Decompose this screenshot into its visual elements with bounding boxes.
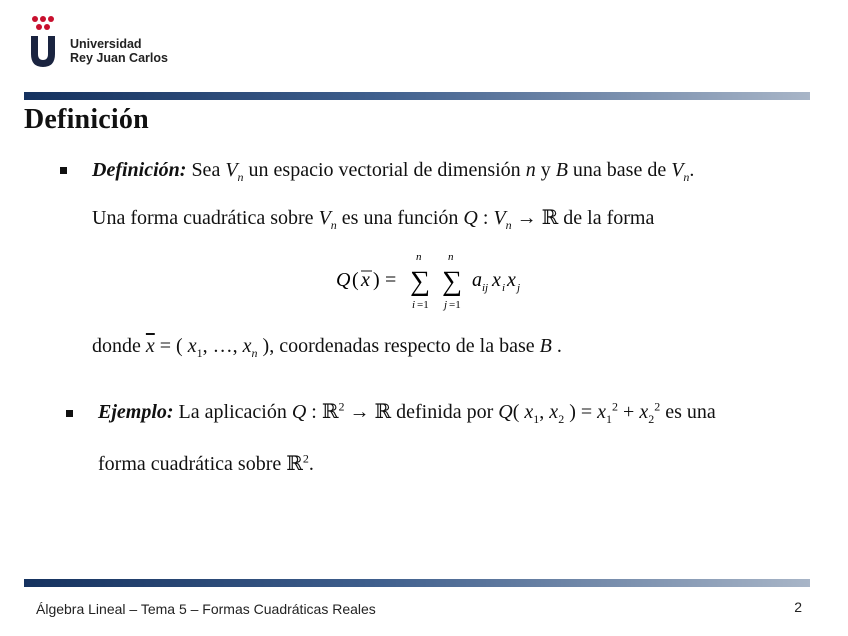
definition-line2-a: Una forma cuadrática sobre [92,207,314,229]
svg-text:Q: Q [336,269,351,291]
definition-label: Definición: [92,159,187,181]
example-line-2: forma cuadrática sobre ℝ$^2$. [98,451,314,475]
header-divider [24,92,810,100]
example-text-a: La aplicación [178,401,287,423]
bullet-example [66,410,73,417]
slide-title: Definición [24,104,149,135]
svg-text:): ) [373,269,380,291]
svg-text:i: i [412,299,416,311]
footer-course-title: Álgebra Lineal – Tema 5 – Formas Cuadráticas Reales [36,601,376,617]
bullet-definition [60,167,67,174]
definition-line2-b: es una función [341,207,459,229]
donde-text-a: donde [92,335,141,357]
footer-divider [24,579,810,587]
definition-text-a: Sea [191,159,221,181]
definition-text-b: un espacio vectorial de dimensión [248,159,521,181]
svg-text:a: a [472,269,482,291]
svg-text:=1: =1 [417,299,429,311]
definition-line-2: Una forma cuadrática sobre $V_n$ es una función Q : $V_n$ → ℝ de la forma [92,207,655,232]
university-logo [28,14,188,70]
svg-text:j: j [517,282,521,294]
svg-text:x: x [507,269,516,291]
example-text-b: definida por [396,401,494,423]
svg-text:=1: =1 [449,299,461,311]
svg-text:i: i [502,282,506,294]
svg-text:ij: ij [482,282,489,294]
university-name-line2: Rey Juan Carlos [70,51,168,65]
university-name-line1: Universidad [70,37,142,51]
example-text-c: es una [665,401,716,423]
example-line2: forma cuadrática sobre [98,453,282,475]
svg-text:x: x [361,269,370,291]
svg-text:(: ( [352,269,359,291]
university-logo-mark [28,14,58,70]
donde-text-b: , coordenadas respecto de la base [269,335,535,357]
example-label: Ejemplo: [98,401,174,423]
definition-line-3: donde $\overline{x}$ = ( $x_1$, …, $x_n$ ), coordenadas respecto de la base B . [92,335,562,360]
svg-text:n: n [448,251,454,263]
definition-line-1: Definición: Sea $V_n$ un espacio vectorial de dimensión n y B una base de $V_n$. [92,159,695,184]
svg-text:=: = [385,269,397,291]
definition-line2-c: de la forma [563,207,655,229]
definition-text-d: una base de [572,159,667,181]
quadratic-form-formula [332,248,552,312]
svg-text:j: j [444,299,448,311]
svg-text:∑: ∑ [410,266,430,297]
svg-text:∑: ∑ [442,266,462,297]
example-line-1: Ejemplo: La aplicación Q : ℝ$^2$ → ℝ definida por Q( $x_1$, $x_2$ ) = $x_1^2 + x_2^2$ es una [98,399,716,426]
university-name [70,37,168,65]
svg-text:n: n [416,251,422,263]
svg-text:x: x [492,269,501,291]
definition-text-c: y [540,159,551,181]
page-number: 2 [794,599,802,615]
